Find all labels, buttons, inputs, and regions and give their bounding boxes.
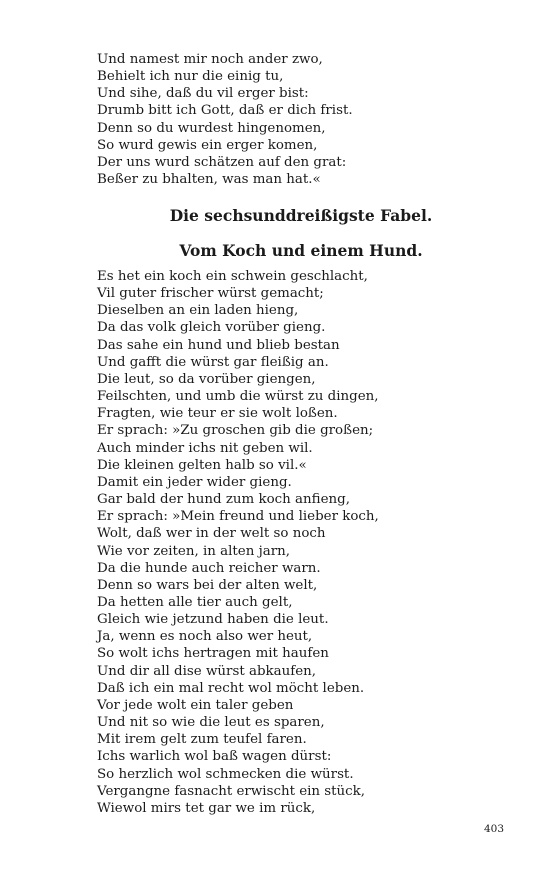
verse-line: Drumb bitt ich Gott, daß er dich frist.: [97, 103, 353, 119]
fable-title-heading: Vom Koch und einem Hund.: [179, 241, 423, 260]
verse-line: Feilschten, und umb die würst zu dingen,: [97, 389, 379, 405]
verse-line: Mit irem gelt zum teufel faren.: [97, 732, 307, 748]
verse-line: Beßer zu bhalten, was man hat.«: [97, 172, 321, 188]
verse-line: Ichs warlich wol baß wagen dürst:: [97, 749, 332, 765]
verse-line: Der uns wurd schätzen auf den grat:: [97, 154, 347, 170]
verse-line: Da das volk gleich vorüber gieng.: [97, 320, 326, 336]
fable-number-heading: Die sechsunddreißigste Fabel.: [169, 206, 433, 225]
verse-line: Daß ich ein mal recht wol möcht leben.: [97, 680, 365, 696]
intro-verse-block: [97, 51, 517, 188]
verse-line: Vil guter frischer würst gemacht;: [97, 286, 324, 302]
verse-line: Denn so wars bei der alten welt,: [97, 577, 318, 593]
verse-line: Er sprach: »Mein freund und lieber koch,: [97, 509, 379, 525]
verse-line: Wolt, daß wer in der welt so noch: [97, 526, 326, 542]
verse-line: Ja, wenn es noch also wer heut,: [97, 629, 313, 645]
verse-line: Gar bald der hund zum koch anfieng,: [97, 492, 350, 508]
verse-line: Behielt ich nur die einig tu,: [97, 69, 284, 85]
verse-line: Denn so du wurdest hingenomen,: [97, 120, 326, 136]
verse-line: Und gafft die würst gar fleißig an.: [97, 354, 329, 370]
verse-line: Wie vor zeiten, in alten jarn,: [97, 543, 291, 559]
verse-line: Vergangne fasnacht erwischt ein stück,: [97, 783, 366, 799]
verse-line: Die kleinen gelten halb so vil.«: [97, 457, 307, 473]
verse-line: Die leut, so da vorüber giengen,: [97, 371, 316, 387]
verse-line: So wolt ichs hertragen mit haufen: [97, 646, 329, 662]
verse-line: Das sahe ein hund und blieb bestan: [97, 337, 340, 353]
verse-line: Er sprach: »Zu groschen gib die großen;: [97, 423, 374, 439]
verse-line: Da hetten alle tier auch gelt,: [97, 594, 293, 610]
verse-line: So wurd gewis ein erger komen,: [97, 137, 318, 153]
verse-line: Und sihe, daß du vil erger bist:: [97, 86, 309, 102]
verse-line: Damit ein jeder wider gieng.: [97, 474, 292, 490]
verse-line: Auch minder ichs nit geben wil.: [97, 440, 313, 456]
verse-line: Es het ein koch ein schwein geschlacht,: [97, 269, 368, 284]
verse-line: Und nit so wie die leut es sparen,: [97, 715, 325, 731]
verse-line: Dieselben an ein laden hieng,: [97, 303, 299, 319]
verse-line: Vor jede wolt ein taler geben: [97, 697, 294, 713]
verse-line: Wiewol mirs tet gar we im rück,: [97, 800, 316, 816]
verse-line: Und namest mir noch ander zwo,: [97, 52, 323, 67]
main-verse-block: [97, 268, 517, 817]
verse-line: So herzlich wol schmecken die würst.: [97, 766, 354, 782]
verse-line: Da die hunde auch reicher warn.: [97, 560, 321, 576]
verse-line: Gleich wie jetzund haben die leut.: [97, 612, 329, 628]
verse-line: Fragten, wie teur er sie wolt loßen.: [97, 406, 338, 422]
verse-line: Und dir all dise würst abkaufen,: [97, 663, 316, 679]
page-number: 403: [483, 823, 504, 835]
